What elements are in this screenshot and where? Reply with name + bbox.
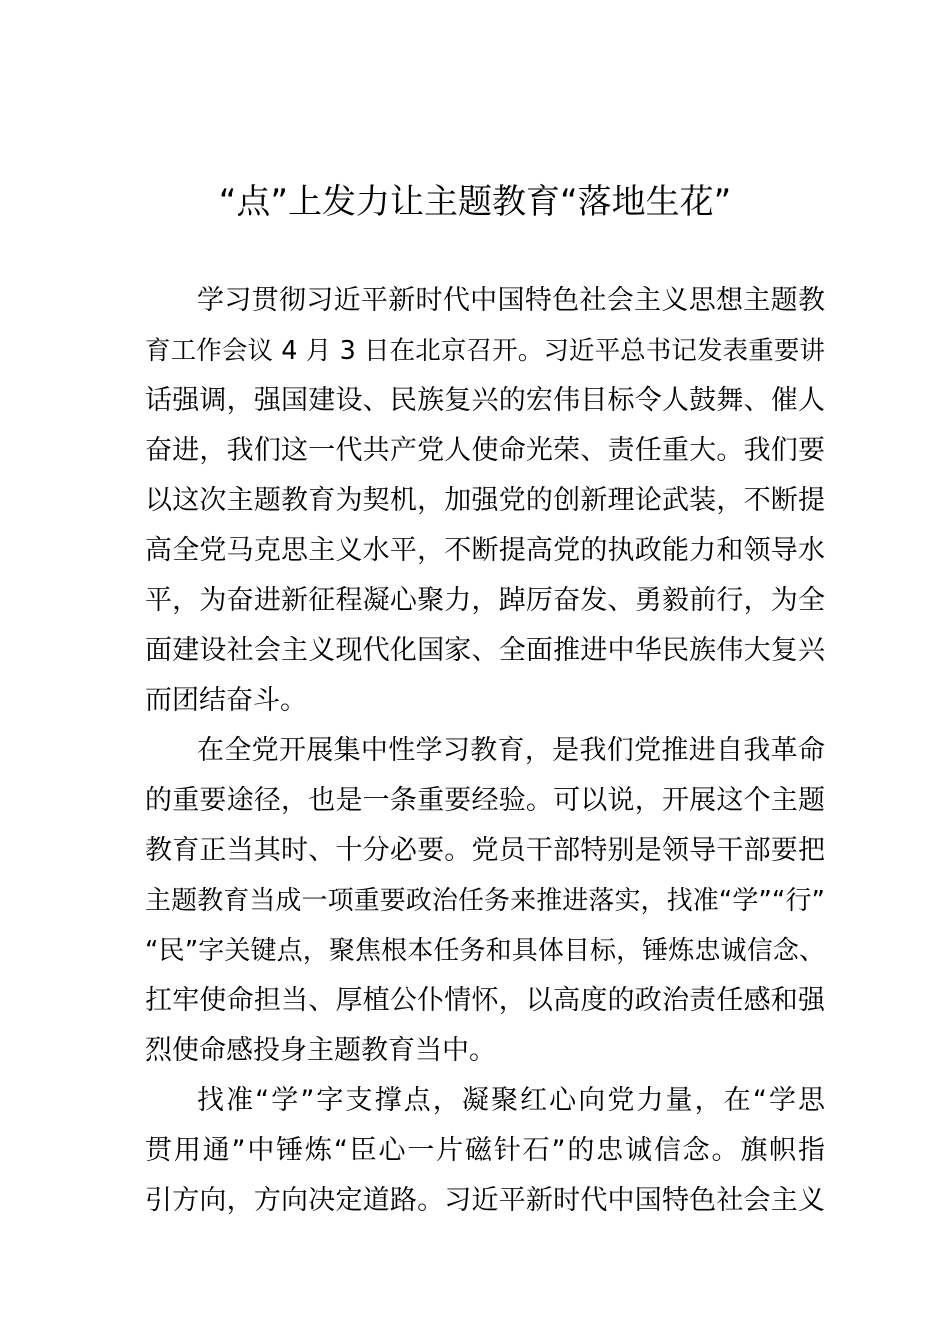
text-line: 教育正当其时、十分必要。党员干部特别是领导干部要把 xyxy=(145,835,825,866)
text-line: 找准“学”字支撑点，凝聚红心向党力量，在“学思 xyxy=(197,1085,825,1116)
paragraph-3 xyxy=(145,1076,825,1226)
document-body xyxy=(145,276,825,1226)
text-line: “民”字关键点，聚焦根本任务和具体目标，锤炼忠诚信念、 xyxy=(145,936,825,966)
text-line: 育工作会议 4 月 3 日在北京召开。习近平总书记发表重要讲 xyxy=(145,336,825,366)
text-line: 以这次主题教育为契机，加强党的创新理论武装，不断提 xyxy=(145,485,825,516)
text-line: 烈使命感投身主题教育当中。 xyxy=(145,1035,496,1066)
text-line: 贯用通”中锤炼“臣心一片磁针石”的忠诚信念。旗帜指 xyxy=(145,1135,825,1166)
text-line: 的重要途径，也是一条重要经验。可以说，开展这个主题 xyxy=(145,785,825,816)
text-line: 在全党开展集中性学习教育，是我们党推进自我革命 xyxy=(197,735,825,766)
text-line: 而团结奋斗。 xyxy=(145,685,307,716)
text-line: 话强调，强国建设、民族复兴的宏伟目标令人鼓舞、催人 xyxy=(145,385,825,416)
text-line: 面建设社会主义现代化国家、全面推进中华民族伟大复兴 xyxy=(145,635,825,666)
paragraph-1 xyxy=(145,276,825,726)
text-line: 扛牢使命担当、厚植公仆情怀，以高度的政治责任感和强 xyxy=(145,985,825,1016)
text-line: 主题教育当成一项重要政治任务来推进落实，找准“学”“行” xyxy=(145,886,825,916)
document-title: “点”上发力让主题教育“落地生花” xyxy=(218,182,732,222)
text-line: 平，为奋进新征程凝心聚力，踔厉奋发、勇毅前行，为全 xyxy=(145,585,825,616)
text-line: 奋进，我们这一代共产党人使命光荣、责任重大。我们要 xyxy=(145,435,825,466)
text-line: 引方向，方向决定道路。习近平新时代中国特色社会主义 xyxy=(145,1185,825,1216)
paragraph-2 xyxy=(145,726,825,1076)
text-line: 高全党马克思主义水平，不断提高党的执政能力和领导水 xyxy=(145,535,825,566)
text-line: 学习贯彻习近平新时代中国特色社会主义思想主题教 xyxy=(197,285,825,316)
